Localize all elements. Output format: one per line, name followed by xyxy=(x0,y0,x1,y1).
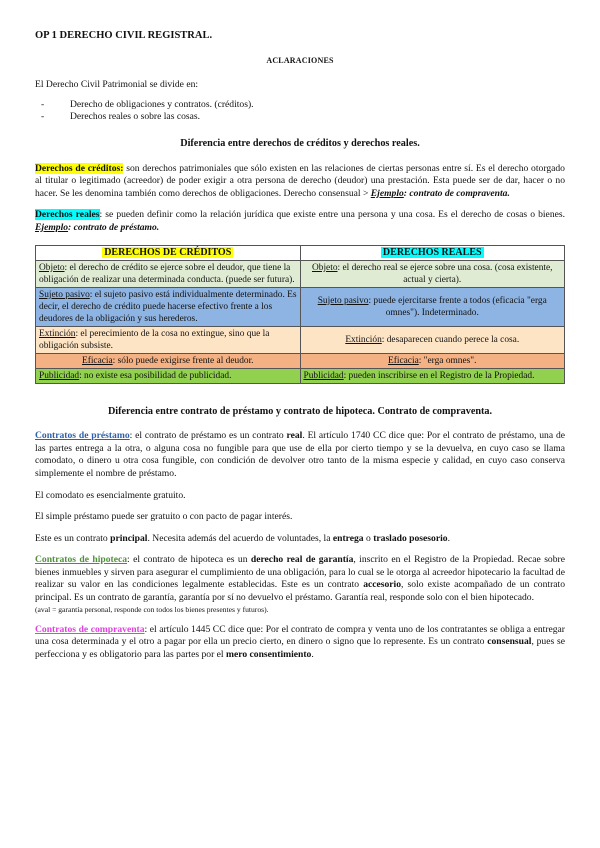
compraventa-paragraph: Contratos de compraventa: el artículo 1445 CC dice que: Por el contrato de compra y venta uno de los contratantes se obliga a entregar una cosa determinada y el otro a pagar por ella un precio cierto, en dinero o signo que lo represente. Es un contrato consensual, pues se perfecciona y es obligatorio para las partes por el mero consentimiento. xyxy=(35,623,566,660)
cell-creditos: Extinción: el perecimiento de la cosa no extingue, sino que la obligación subsiste. xyxy=(36,326,301,353)
cell-creditos: Eficacia: sólo puede exigirse frente al deudor. xyxy=(36,353,301,368)
cell-reales: Publicidad: pueden inscribirse en el Registro de la Propiedad. xyxy=(300,368,565,383)
aval-note: (aval = garantía personal, responde con todos los bienes presentes y futuros). xyxy=(35,604,269,614)
cell-creditos: Publicidad: no existe esa posibilidad de publicidad. xyxy=(36,368,301,383)
section-heading-contratos: Diferencia entre contrato de préstamo y contrato de hipoteca. Contrato de compraventa. xyxy=(107,405,493,417)
prestamo-paragraph: Contratos de préstamo: el contrato de préstamo es un contrato real. El artículo 1740 CC dice que: Por el contrato de préstamo, una de las partes entrega a la otra, o alguna cosa no fungible para que use de ella por cierto tiempo y se la devuelva, en cuyo caso se llama comodato, o dinero u otra cosa fungible, con condición de devolver otro tanto de la misma especie y calidad, en cuyo caso conserva simplemente el nombre de préstamo. xyxy=(35,430,565,479)
document-page xyxy=(35,30,565,661)
table-row xyxy=(36,287,565,326)
table-row xyxy=(36,353,565,368)
hipoteca-paragraph: Contratos de hipoteca: el contrato de hipoteca es un derecho real de garantía, inscrito en el Registro de la Propiedad. Recae sobre bienes inmuebles y sirven para asegurar el cumplimiento de una obligación, para lo cual se le otorga al acreedor hipotecario la facultad de realizar su valor en las condiciones legalmente establecidas. Este es un contrato accesorio, solo existe acompañado de un contrato principal. Es un contrato de garantía, garantía por sí no devuelvo el préstamo. Garantía real, responde solo con el bien hipotecado. xyxy=(35,554,565,604)
list-item: - Derecho de obligaciones y contratos. (créditos). xyxy=(35,99,565,112)
reales-paragraph: Derechos reales: se pueden definir como la relación jurídica que existe entre una persona y una cosa. Es el derecho de cosas o bienes. Ejemplo: contrato de préstamo. xyxy=(35,209,566,233)
section-heading-creditos-reales: Diferencia entre derechos de créditos y derechos reales. xyxy=(180,137,420,149)
cell-reales: Eficacia: "erga omnes". xyxy=(300,353,565,368)
principal-paragraph: Este es un contrato principal. Necesita además del acuerdo de voluntades, la entrega o traslado posesorio. xyxy=(35,532,450,544)
division-list xyxy=(35,99,565,124)
intro-text: El Derecho Civil Patrimonial se divide en: xyxy=(35,79,199,91)
header-creditos: DERECHOS DE CRÉDITOS xyxy=(36,245,301,260)
comparison-table xyxy=(35,245,565,384)
table-row xyxy=(36,326,565,353)
creditos-paragraph: Derechos de créditos: son derechos patrimoniales que sólo existen en las relaciones de ciertas personas entre sí. Es el derecho otorgado al titular o legitimado (acreedor) de poder exigir a otra persona de derecho (deudor) una prestación. Esta puede ser de dar, hacer o no hacer. Se les denomina también como derechos de obligaciones. Derecho consensual > Ejemplo: contrato de compraventa. xyxy=(35,162,565,199)
cell-creditos: Objeto: el derecho de crédito se ejerce sobre el deudor, que tiene la obligación de realizar una determinada conducta. (puede ser futura). xyxy=(36,260,301,287)
ejemplo-label: Ejemplo xyxy=(35,221,69,233)
header-reales: DERECHOS REALES xyxy=(300,245,565,260)
aclaraciones-heading: ACLARACIONES xyxy=(266,55,334,65)
cell-reales: Sujeto pasivo: puede ejercitarse frente a todos (eficacia "erga omnes"). Indeterminado. xyxy=(300,287,565,326)
cell-creditos: Sujeto pasivo: el sujeto pasivo está individualmente determinado. Es decir, el derecho de crédito puede hacerse efectivo frente a los deudores de la obligación y sus herederos. xyxy=(36,287,301,326)
table-row xyxy=(36,368,565,383)
cell-reales: Objeto: el derecho real se ejerce sobre una cosa. (cosa existente, actual y cierta). xyxy=(300,260,565,287)
creditos-label: Derechos de créditos: xyxy=(35,162,124,174)
prestamo-label: Contratos de préstamo xyxy=(35,430,130,442)
table-row xyxy=(36,260,565,287)
hipoteca-label: Contratos de hipoteca xyxy=(35,554,128,566)
simple-prestamo-paragraph: El simple préstamo puede ser gratuito o con pacto de pagar interés. xyxy=(35,511,293,523)
list-item: - Derechos reales o sobre las cosas. xyxy=(35,111,565,124)
document-title: OP 1 DERECHO CIVIL REGISTRAL. xyxy=(35,30,213,41)
comodato-paragraph: El comodato es esencialmente gratuito. xyxy=(35,489,186,501)
compraventa-label: Contratos de compraventa xyxy=(35,623,145,635)
cell-reales: Extinción: desaparecen cuando perece la cosa. xyxy=(300,326,565,353)
table-header-row xyxy=(36,245,565,260)
ejemplo-label: Ejemplo xyxy=(370,187,404,199)
reales-label: Derechos reales xyxy=(35,209,100,221)
